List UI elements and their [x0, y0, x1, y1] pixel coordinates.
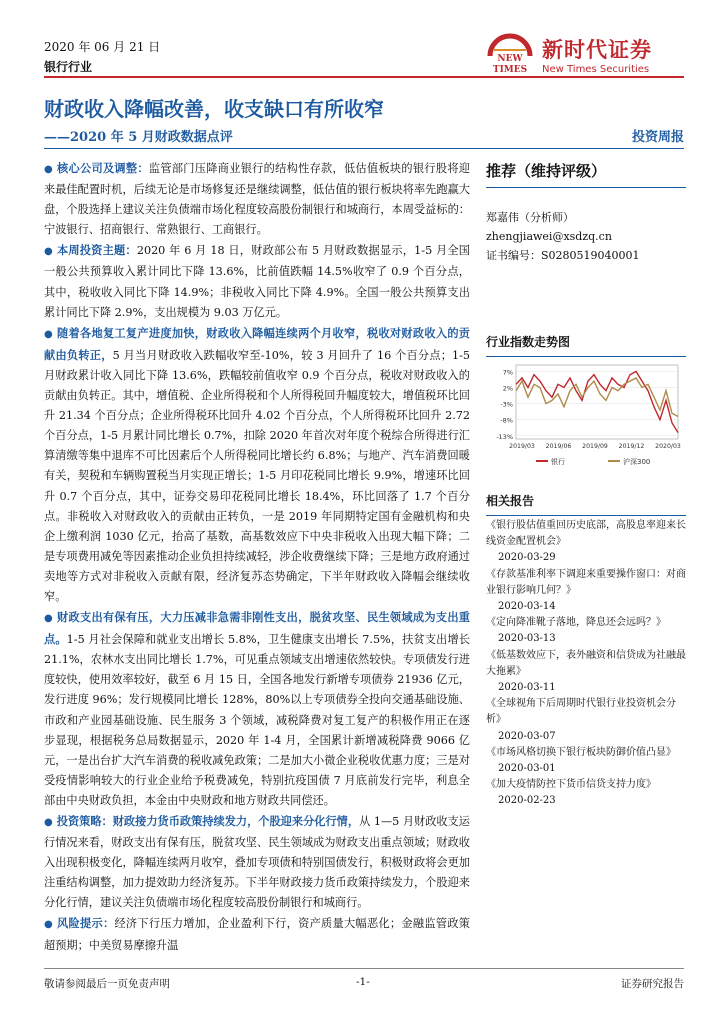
paragraph-lead: 核心公司及调整： — [57, 161, 149, 175]
bullet-icon: ● — [44, 919, 54, 931]
y-tick-label: 2% — [502, 384, 513, 393]
paragraph-lead: 风险提示： — [57, 916, 115, 931]
industry-label: 银行行业 — [44, 60, 93, 74]
paragraph — [44, 811, 470, 913]
related-item-date: 2020-03-01 — [498, 763, 556, 775]
paragraph — [44, 913, 470, 955]
report-date: 2020 年 06 月 21 日 — [44, 40, 161, 54]
series-line-1 — [516, 378, 678, 417]
title-divider — [44, 148, 684, 149]
x-tick-label: 2019/12 — [618, 443, 645, 450]
related-item-date: 2020-03-11 — [498, 682, 556, 694]
bullet-icon: ● — [44, 817, 53, 828]
paragraph-text: 监管部门压降商业银行的结构性存款，低估值板块的银行股将迎来最佳配置时机，后续无论是市场修复还是继续调整，低估值的银行板块将率先跑赢大盘，个股选择上建议关注负债端市场化程度较高股份制银行和城商行，本周受益标的：宁波银行、招商银行、常熟银行、工商银行。 — [44, 162, 470, 237]
footer-divider — [44, 968, 684, 969]
paragraph — [44, 240, 470, 322]
footer-doc-type: 证券研究报告 — [621, 978, 684, 990]
y-tick-label: -3% — [500, 400, 513, 409]
paragraph — [44, 158, 470, 240]
related-item-date: 2020-03-13 — [498, 633, 556, 645]
paragraph-lead: 本周投资主题： — [56, 243, 137, 258]
series-line-0 — [516, 371, 678, 432]
logo-mark-text-top: NEW — [497, 54, 523, 64]
paragraph-text: 5 月当月财政收入跌幅收窄至-10%，较 3 月回升了 16 个百分点；1-5 月财政累计收入同比下降 13.6%，跌幅较前值收窄 0.9 个百分点，税收对财政收入的贡献由负转正。其中，增值税、企业所得税和个人所得税回升幅度较大，增值税环比回升 21.34 个百分点；企业所得税环比回升 4.02 个百分点，个人所得税环比回升 2.72 个百分点，1-5 月累计同比增长 0.7%，扣除 2020 年首次对年度个税综合所得进行汇算清缴等集中退库不可比因素后个人所得税同比增长约 6.8%；与地产、汽车消费回暖有关，契税和车辆购置税当月实现正增长；1-5 月印花税同比增长 9.9%，增速环比回升 0.7 个百分点，其中，证券交易印花税同比增长 18.4%，环比回落了 1.7 个百分点。非税收入对财政收入的贡献由正转负，一是 2019 年同期特定国有金融机构和央企上缴利润 1030 亿元，抬高了基数，高基数效应下中央非税收入出现大幅下降；二是专项费用减免等因素推动企业负担持续减轻，涉企收费继续下降；三是地方政府通过卖地等方式对非税收入贡献有限，经济复苏态势确定，下半年财政收入降幅会继续收窄。 — [44, 348, 470, 603]
paragraph-lead: 投资策略：财政接力货币政策持续发力，个股迎来分化行情， — [56, 814, 360, 828]
index-chart — [486, 333, 686, 479]
legend-label: 沪深300 — [623, 458, 651, 466]
paragraph-lead: 随着各地复工复产进度加快，财政收入降幅连续两个月收窄，税收对财政收入的贡献由负转正， — [44, 325, 470, 362]
report-type: 投资周报 — [631, 130, 684, 145]
logo-mark-text-bottom: TIMES — [492, 65, 528, 75]
related-divider — [486, 515, 686, 516]
x-tick-label: 2019/03 — [509, 443, 535, 450]
paragraph — [44, 607, 470, 811]
related-item-date: 2020-03-29 — [498, 552, 556, 564]
related-item-title[interactable]: 《低基数效应下，表外融资和信贷成为社融最大拖累》 — [486, 649, 686, 677]
x-tick-label: 2019/09 — [582, 443, 608, 450]
paragraph-text: 经济下行压力增加，企业盈利下行，资产质量大幅恶化；金融监管政策超预期；中美贸易摩擦升温 — [44, 917, 470, 952]
related-item-date: 2020-03-14 — [498, 601, 556, 613]
chart-svg — [486, 357, 686, 475]
analyst-email[interactable]: zhengjiawei@xsdzq.cn — [486, 230, 612, 243]
report-body — [44, 158, 470, 956]
bullet-icon: ● — [44, 164, 54, 175]
y-tick-label: -8% — [500, 416, 513, 425]
related-title: 相关报告 — [486, 494, 535, 508]
legend-label: 银行 — [551, 458, 565, 466]
report-title: 财政收入降幅改善，收支缺口有所收窄 — [44, 97, 384, 121]
paragraph-text: 从 1—5 月财政收支运行情况来看，财政支出有保有压，脱贫攻坚、民生领域成为财政支出重点领域；财政收入出现积极变化，降幅连续两月收窄，叠加专项债和特别国债发行，积极财政将会更加注重结构调整，加力提效助力经济复苏。下半年财政接力货币政策持续发力，个股迎来分化行情，建议关注负债端市场化程度较高股份制银行和城商行。 — [44, 815, 470, 910]
plot-frame — [516, 365, 678, 439]
page-number: -1- — [356, 976, 370, 988]
x-tick-label: 2019/06 — [545, 443, 572, 450]
paragraph-lead: 财政支出有保有压，大力压减非急需非刚性支出，脱贫攻坚、民生领域成为支出重点。 — [44, 610, 470, 647]
related-item-title[interactable]: 《存款基准利率下调迎来重要操作窗口：对商业银行影响几何？》 — [486, 568, 686, 596]
related-list — [486, 518, 686, 810]
analyst-cert: 证书编号：S0280519040001 — [486, 249, 640, 262]
bullet-icon: ● — [44, 613, 54, 625]
company-logo — [484, 26, 684, 82]
related-item-title[interactable]: 《加大疫情防控下货币信贷支持力度》 — [486, 779, 656, 791]
analyst-block — [486, 208, 686, 265]
related-item-title[interactable]: 《银行股估值重回历史底部，高股息率迎来长线资金配置机会》 — [486, 520, 686, 548]
related-reports — [486, 492, 686, 810]
header-divider — [44, 76, 684, 78]
rating-divider — [486, 187, 686, 188]
paragraph-text: 1-5 月社会保障和就业支出增长 5.8%，卫生健康支出增长 7.5%，扶贫支出增长 21.1%，农林水支出同比增长 1.7%，可见重点领域支出增速依然较快。专项债发行进度较快，使用效率较好，截至 6 月 15 日，全国各地发行新增专项债券 21936 亿元，发行进度 96%；发行规模同比增长 128%，80%以上专项债券全投向交通基础设施、市政和产业园基础设施、民生服务 3 个领域，减税降费对复工复产的积极作用正在逐步显现，根据税务总局数据显示，2020 年 1-4 月，全国累计新增减税降费 9066 亿元，一是出台扩大汽车消费的税收减免政策；二是加大小微企业税收优惠力度；三是对受疫情影响较大的行业企业给予税费减免，特别抗疫国债 7 月底前发行完毕，利息全部由中央财政负担，本金由中央财政和地方财政共同偿还。 — [44, 633, 470, 807]
paragraph — [44, 323, 470, 607]
footer-disclaimer[interactable]: 敬请参阅最后一页免责声明 — [44, 978, 170, 990]
related-item-title[interactable]: 《全球视角下后周期时代银行业投资机会分析》 — [486, 698, 676, 726]
analyst-name: 郑嘉伟（分析师） — [486, 211, 574, 224]
rating: 推荐（维持评级） — [486, 162, 607, 180]
logo-english-name: New Times Securities — [542, 64, 650, 75]
logo-mark-icon — [484, 26, 536, 82]
chart-title: 行业指数走势图 — [486, 335, 571, 349]
report-subtitle: ——2020 年 5 月财政数据点评 — [44, 130, 233, 145]
y-tick-label: 7% — [502, 368, 513, 377]
bullet-icon: ● — [44, 328, 54, 340]
bullet-icon: ● — [44, 246, 53, 258]
sidebar — [486, 158, 686, 265]
y-tick-label: -13% — [496, 432, 513, 441]
related-item-title[interactable]: 《定向降准靴子落地，降息还会远吗？》 — [486, 617, 666, 629]
logo-chinese-name: 新时代证券 — [542, 38, 652, 62]
related-item-date: 2020-03-07 — [498, 730, 556, 742]
x-tick-label: 2020/03 — [655, 443, 681, 450]
paragraph-text: 2020 年 6 月 18 日，财政部公布 5 月财政数据显示，1-5 月全国一般公共预算收入累计同比下降 13.6%，比前值跌幅 14.5%收窄了 0.9 个百分点，其中，税收收入同比下降 14.9%；非税收入同比下降 4.9%。全国一般公共预算支出累计同比下降 2.9%，支出规模为 9.03 万亿元。 — [44, 244, 470, 319]
related-item-date: 2020-02-23 — [498, 795, 556, 807]
related-item-title[interactable]: 《市场风格切换下银行板块防御价值凸显》 — [486, 746, 676, 758]
